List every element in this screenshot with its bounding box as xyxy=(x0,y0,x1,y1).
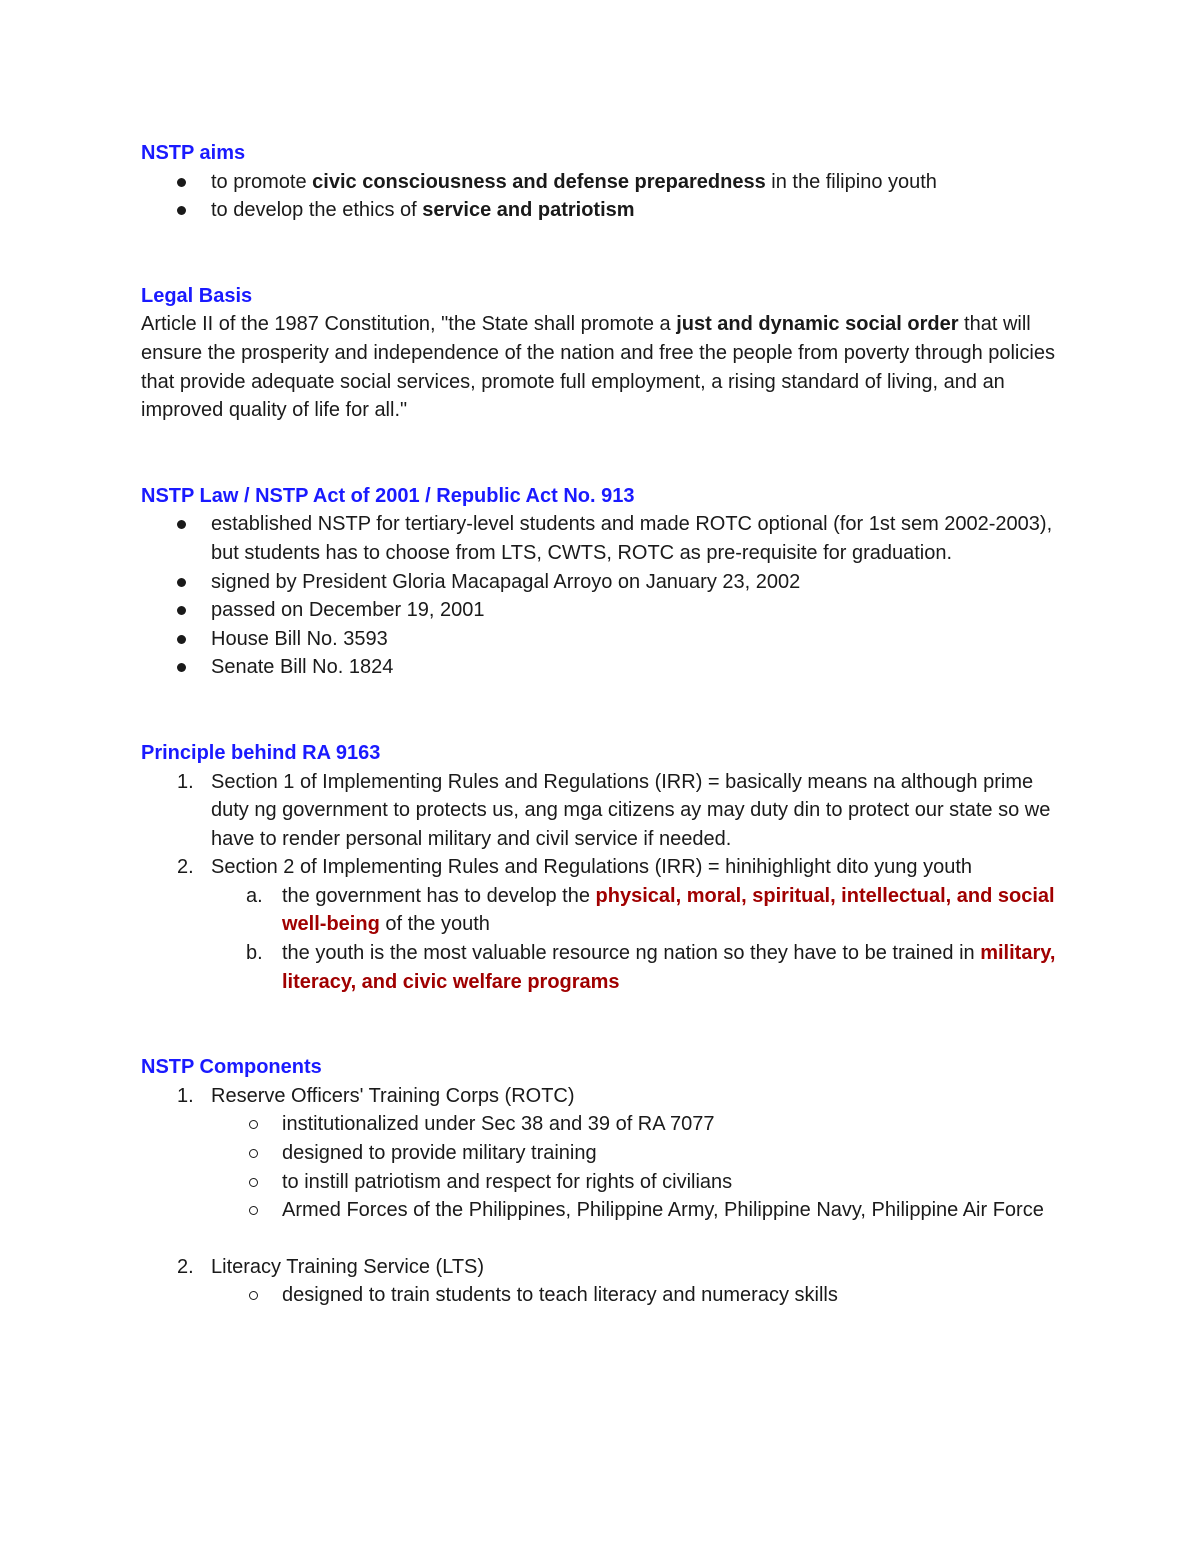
item-text: Reserve Officers' Training Corps (ROTC) xyxy=(211,1084,575,1107)
circle-bullet-icon xyxy=(249,1120,258,1129)
circle-bullet-icon xyxy=(249,1178,258,1187)
list-item xyxy=(141,596,1061,625)
item-text: of the youth xyxy=(379,913,490,936)
sub-list-item xyxy=(141,1196,1061,1225)
item-text: Literacy Training Service (LTS) xyxy=(211,1255,485,1278)
paragraph-bold-text: just and dynamic social order xyxy=(676,313,959,336)
legal-basis-paragraph xyxy=(141,310,1061,424)
item-text: House Bill No. 3593 xyxy=(211,627,388,650)
bullet-icon xyxy=(177,178,186,187)
list-number: 2. xyxy=(177,856,194,879)
bullet-icon xyxy=(177,606,186,615)
item-text: Armed Forces of the Philippines, Philippine Army, Philippine Navy, Philippine Air Force xyxy=(282,1199,1044,1222)
item-text: Section 1 of Implementing Rules and Regulations (IRR) = basically means na although prime duty ng government to protects us, ang mga citizens ay may duty din to protect our state so we have to render personal military and civil service if needed. xyxy=(211,770,1051,850)
bullet-icon xyxy=(177,663,186,672)
sub-list-item xyxy=(141,1110,1061,1139)
list-item xyxy=(141,653,1061,682)
item-text: established NSTP for tertiary-level students and made ROTC optional (for 1st sem 2002-2003), but students has to choose from LTS, CWTS, ROTC as pre-requisite for graduation. xyxy=(211,513,1053,564)
item-text: designed to provide military training xyxy=(282,1142,597,1165)
item-text: institutionalized under Sec 38 and 39 of RA 7077 xyxy=(282,1113,715,1136)
section-heading-nstp-law: NSTP Law / NSTP Act of 2001 / Republic Act No. 913 xyxy=(141,484,635,507)
item-highlight-text: physical, moral, spiritual, intellectual, and social well-being xyxy=(282,884,1055,936)
document-page xyxy=(141,139,1061,1310)
law-list xyxy=(141,510,1061,682)
item-text: to promote xyxy=(211,170,313,193)
section-heading-principle: Principle behind RA 9163 xyxy=(141,741,381,764)
bullet-icon xyxy=(177,578,186,587)
list-number: 1. xyxy=(177,770,194,793)
list-item xyxy=(141,510,1061,567)
list-number: 1. xyxy=(177,1084,194,1107)
bullet-icon xyxy=(177,635,186,644)
list-item xyxy=(141,625,1061,654)
item-text: to develop the ethics of xyxy=(211,199,423,222)
components-list-continued xyxy=(141,1253,1061,1310)
list-item xyxy=(141,1082,1061,1111)
bullet-icon xyxy=(177,520,186,529)
section-heading-components: NSTP Components xyxy=(141,1056,322,1079)
list-item xyxy=(141,853,1061,882)
item-text: Section 2 of Implementing Rules and Regulations (IRR) = hinihighlight dito yung youth xyxy=(211,856,972,879)
sub-list-item xyxy=(141,882,1061,939)
paragraph-text: that will ensure the prosperity and independence of the nation and free the people from poverty through policies that provide adequate social services, promote full employment, a rising standard of living, and an improved quality of life for all." xyxy=(141,313,1055,422)
list-item xyxy=(141,168,1061,197)
sub-list-item xyxy=(141,1281,1061,1310)
list-letter: b. xyxy=(246,942,263,965)
sub-list-item xyxy=(141,1168,1061,1197)
item-text: passed on December 19, 2001 xyxy=(211,599,485,622)
section-heading-legal-basis: Legal Basis xyxy=(141,284,253,307)
item-text: to instill patriotism and respect for rights of civilians xyxy=(282,1170,733,1193)
item-text: Senate Bill No. 1824 xyxy=(211,656,394,679)
aims-list xyxy=(141,168,1061,225)
circle-bullet-icon xyxy=(249,1206,258,1215)
list-item xyxy=(141,768,1061,854)
principle-list xyxy=(141,768,1061,997)
list-letter: a. xyxy=(246,884,263,907)
list-item xyxy=(141,196,1061,225)
circle-bullet-icon xyxy=(249,1291,258,1300)
item-bold-text: service and patriotism xyxy=(422,199,635,222)
item-text: the youth is the most valuable resource ng nation so they have to be trained in xyxy=(282,942,981,965)
item-text: in the filipino youth xyxy=(765,170,937,193)
item-text: signed by President Gloria Macapagal Arroyo on January 23, 2002 xyxy=(211,570,801,593)
list-item xyxy=(141,568,1061,597)
item-text: designed to train students to teach literacy and numeracy skills xyxy=(282,1284,838,1307)
section-heading-aims: NSTP aims xyxy=(141,142,246,164)
item-text: the government has to develop the xyxy=(282,884,596,907)
list-number: 2. xyxy=(177,1255,194,1278)
item-bold-text: civic consciousness and defense preparedness xyxy=(312,170,766,193)
list-item xyxy=(141,1253,1061,1282)
circle-bullet-icon xyxy=(249,1149,258,1158)
paragraph-text: Article II of the 1987 Constitution, "the State shall promote a xyxy=(141,313,677,336)
components-list xyxy=(141,1082,1061,1225)
bullet-icon xyxy=(177,206,186,215)
item-highlight-text: military, literacy, and civic welfare programs xyxy=(282,942,1056,993)
sub-list-item xyxy=(141,939,1061,996)
sub-list-item xyxy=(141,1139,1061,1168)
